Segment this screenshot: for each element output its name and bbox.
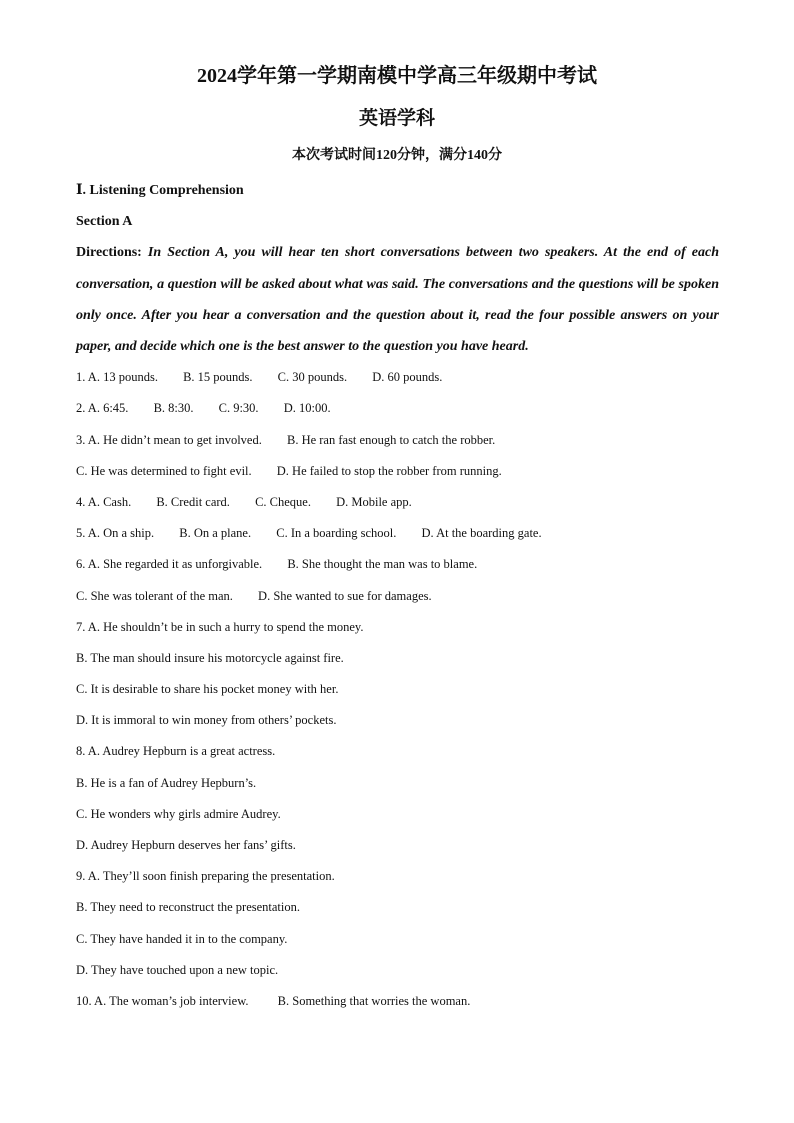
q10-option-a: 10. A. The woman’s job interview. xyxy=(76,993,249,1008)
exam-subject: 英语学科 xyxy=(358,108,435,129)
q1-option-c: C. 30 pounds. xyxy=(277,370,348,385)
question-1 xyxy=(76,362,719,393)
q2-option-a: 2. A. 6:45. xyxy=(76,401,129,416)
q2-option-d: D. 10:00. xyxy=(283,401,331,416)
q7-option-c: C. It is desirable to share his pocket money with her. xyxy=(76,682,339,697)
q10-option-b: B. Something that worries the woman. xyxy=(277,993,471,1008)
part-heading: Ⅰ. Listening Comprehension xyxy=(76,183,244,198)
q3-option-c: C. He was determined to fight evil. xyxy=(76,463,252,478)
question-3-row-2 xyxy=(76,456,719,487)
q2-option-c: C. 9:30. xyxy=(218,401,259,416)
question-5 xyxy=(76,518,719,549)
q8-option-c: C. He wonders why girls admire Audrey. xyxy=(76,806,281,821)
q6-option-d: D. She wanted to sue for damages. xyxy=(258,588,432,603)
q4-option-d: D. Mobile app. xyxy=(336,494,412,509)
q5-option-c: C. In a boarding school. xyxy=(276,526,397,541)
q8-option-b: B. He is a fan of Audrey Hepburn’s. xyxy=(76,775,257,790)
exam-title: 2024学年第一学期南模中学高三年级期中考试 xyxy=(197,65,597,87)
directions-paragraph xyxy=(76,237,719,362)
question-2 xyxy=(76,393,719,424)
q4-option-b: B. Credit card. xyxy=(156,494,230,509)
exam-info: 本次考试时间120分钟，满分140分 xyxy=(292,148,502,163)
question-3-row-1 xyxy=(76,425,719,456)
question-6-row-2 xyxy=(76,581,719,612)
q5-option-d: D. At the boarding gate. xyxy=(421,526,542,541)
directions-label: Directions: xyxy=(76,245,142,261)
q6-option-c: C. She was tolerant of the man. xyxy=(76,588,233,603)
q7-option-b: B. The man should insure his motorcycle against fire. xyxy=(76,650,344,665)
q3-option-b: B. He ran fast enough to catch the robber. xyxy=(286,432,496,447)
q5-option-a: 5. A. On a ship. xyxy=(76,526,155,541)
q1-option-b: B. 15 pounds. xyxy=(183,370,253,385)
q4-option-a: 4. A. Cash. xyxy=(76,494,132,509)
q7-option-d: D. It is immoral to win money from others’ pockets. xyxy=(76,713,337,728)
q6-option-a: 6. A. She regarded it as unforgivable. xyxy=(76,557,263,572)
question-10-row-1 xyxy=(76,986,719,1017)
q7-option-a: 7. A. He shouldn’t be in such a hurry to spend the money. xyxy=(76,619,364,634)
q9-option-c: C. They have handed it in to the company. xyxy=(76,931,288,946)
q3-option-a: 3. A. He didn’t mean to get involved. xyxy=(76,432,262,447)
directions-text: In Section A, you will hear ten short conversations between two speakers. At the end of each conversation, a question will be asked about what was said. The conversations and the questions will be spoken only once. After you hear a conversation and the question about it, read the four possible answers on your paper, and decide which one is the best answer to the question you have heard. xyxy=(76,245,720,354)
q9-option-b: B. They need to reconstruct the presentation. xyxy=(76,900,301,915)
q3-option-d: D. He failed to stop the robber from running. xyxy=(276,463,502,478)
question-4 xyxy=(76,487,719,518)
q1-option-a: 1. A. 13 pounds. xyxy=(76,370,158,385)
q1-option-d: D. 60 pounds. xyxy=(372,370,443,385)
exam-content xyxy=(76,175,719,1017)
q4-option-c: C. Cheque. xyxy=(255,494,311,509)
q2-option-b: B. 8:30. xyxy=(153,401,194,416)
q5-option-b: B. On a plane. xyxy=(179,526,252,541)
q8-option-d: D. Audrey Hepburn deserves her fans’ gifts. xyxy=(76,838,296,852)
question-6-row-1 xyxy=(76,549,719,580)
q6-option-b: B. She thought the man was to blame. xyxy=(287,557,478,572)
section-heading: Section A xyxy=(76,214,133,230)
q9-option-a: 9. A. They’ll soon finish preparing the presentation. xyxy=(76,869,335,884)
q9-option-d: D. They have touched upon a new topic. xyxy=(76,962,279,977)
q8-option-a: 8. A. Audrey Hepburn is a great actress. xyxy=(76,744,276,759)
